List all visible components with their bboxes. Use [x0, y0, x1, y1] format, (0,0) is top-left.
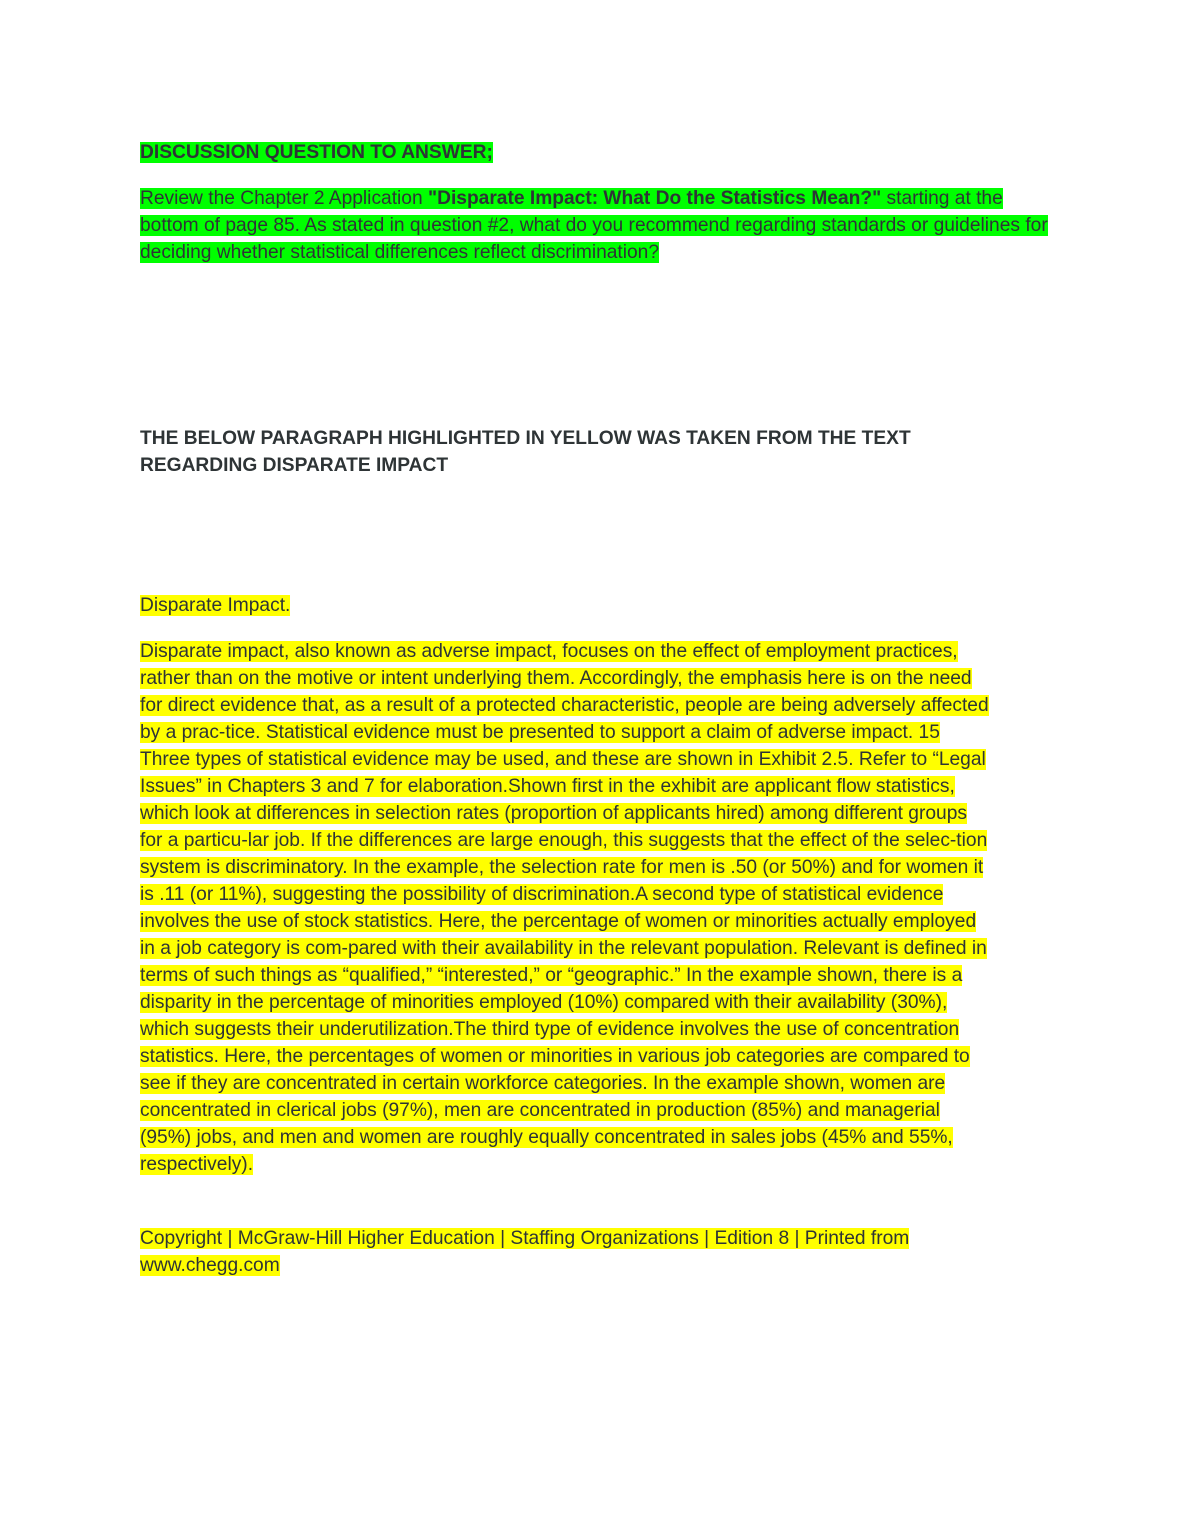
excerpt-line	[140, 908, 1050, 935]
note-heading-line-1: THE BELOW PARAGRAPH HIGHLIGHTED IN YELLOW WAS TAKEN FROM THE TEXT	[140, 428, 911, 449]
excerpt-line	[140, 1070, 1050, 1097]
excerpt-line	[140, 719, 1050, 746]
question-prefix: Review the Chapter 2 Application	[140, 188, 428, 209]
excerpt-line	[140, 1097, 1050, 1124]
excerpt-line-text: which look at differences in selection rates (proportion of applicants hired) among different groups	[140, 803, 967, 824]
question-paragraph	[140, 185, 1050, 266]
excerpt-line-text: (95%) jobs, and men and women are roughly equally concentrated in sales jobs (45% and 55%,	[140, 1127, 953, 1148]
excerpt-line	[140, 881, 1050, 908]
copyright-line-2: www.chegg.com	[140, 1255, 280, 1276]
excerpt-line	[140, 827, 1050, 854]
excerpt-line	[140, 989, 1050, 1016]
copyright-line-1: Copyright | McGraw-Hill Higher Education | Staffing Organizations | Edition 8 | Printed from	[140, 1228, 910, 1249]
excerpt-line-text: for a particu-lar job. If the differences are large enough, this suggests that the effect of the selec-tion	[140, 830, 988, 851]
question-heading	[140, 139, 1050, 166]
excerpt-line	[140, 773, 1050, 800]
excerpt-line-text: concentrated in clerical jobs (97%), men are concentrated in production (85%) and managerial	[140, 1100, 940, 1121]
question-suffix: starting at the bottom of page 85. As stated in question #2, what do you recommend regarding standards or guidelines for deciding whether statistical differences reflect discrimination?	[140, 188, 1048, 263]
excerpt-paragraph	[140, 638, 1050, 1178]
copyright-notice	[140, 1225, 1050, 1279]
note-heading	[140, 425, 1050, 479]
excerpt-line	[140, 746, 1050, 773]
excerpt-title-text: Disparate Impact.	[140, 595, 291, 616]
excerpt-line-text: Disparate impact, also known as adverse impact, focuses on the effect of employment practices,	[140, 641, 958, 662]
question-application-title: "Disparate Impact: What Do the Statistics Mean?"	[427, 188, 882, 209]
excerpt-line	[140, 638, 1050, 665]
excerpt-line	[140, 692, 1050, 719]
excerpt-line	[140, 800, 1050, 827]
excerpt-line-text: which suggests their underutilization.The third type of evidence involves the use of concentration	[140, 1019, 960, 1040]
excerpt-line-text: Three types of statistical evidence may be used, and these are shown in Exhibit 2.5. Refer to “Legal	[140, 749, 986, 770]
question-heading-text: DISCUSSION QUESTION TO ANSWER;	[140, 142, 493, 163]
excerpt-line	[140, 1151, 1050, 1178]
excerpt-line-text: system is discriminatory. In the example, the selection rate for men is .50 (or 50%) and for women it	[140, 857, 984, 878]
excerpt-line-text: respectively).	[140, 1154, 254, 1175]
excerpt-line-text: for direct evidence that, as a result of a protected characteristic, people are being adversely affected	[140, 695, 989, 716]
excerpt-line	[140, 1016, 1050, 1043]
excerpt-line	[140, 665, 1050, 692]
excerpt-line-text: disparity in the percentage of minorities employed (10%) compared with their availability (30%),	[140, 992, 948, 1013]
excerpt-line	[140, 962, 1050, 989]
excerpt-line	[140, 854, 1050, 881]
excerpt-line-text: by a prac-tice. Statistical evidence must be presented to support a claim of adverse impact. 15	[140, 722, 940, 743]
excerpt-line-text: terms of such things as “qualified,” “interested,” or “geographic.” In the example shown, there is a	[140, 965, 963, 986]
excerpt-line-text: is .11 (or 11%), suggesting the possibility of discrimination.A second type of statistical evidence	[140, 884, 944, 905]
excerpt-line-text: rather than on the motive or intent underlying them. Accordingly, the emphasis here is on the need	[140, 668, 972, 689]
excerpt-title	[140, 592, 1050, 619]
excerpt-line	[140, 935, 1050, 962]
excerpt-line-text: see if they are concentrated in certain workforce categories. In the example shown, women are	[140, 1073, 946, 1094]
excerpt-line-text: Issues” in Chapters 3 and 7 for elaboration.Shown first in the exhibit are applicant flow statistics,	[140, 776, 955, 797]
excerpt-line	[140, 1124, 1050, 1151]
excerpt-line-text: statistics. Here, the percentages of women or minorities in various job categories are compared to	[140, 1046, 970, 1067]
note-heading-line-2: REGARDING DISPARATE IMPACT	[140, 455, 449, 476]
excerpt-line-text: in a job category is com-pared with their availability in the relevant population. Relevant is defined in	[140, 938, 987, 959]
excerpt-line-text: involves the use of stock statistics. Here, the percentage of women or minorities actually employed	[140, 911, 977, 932]
excerpt-line	[140, 1043, 1050, 1070]
